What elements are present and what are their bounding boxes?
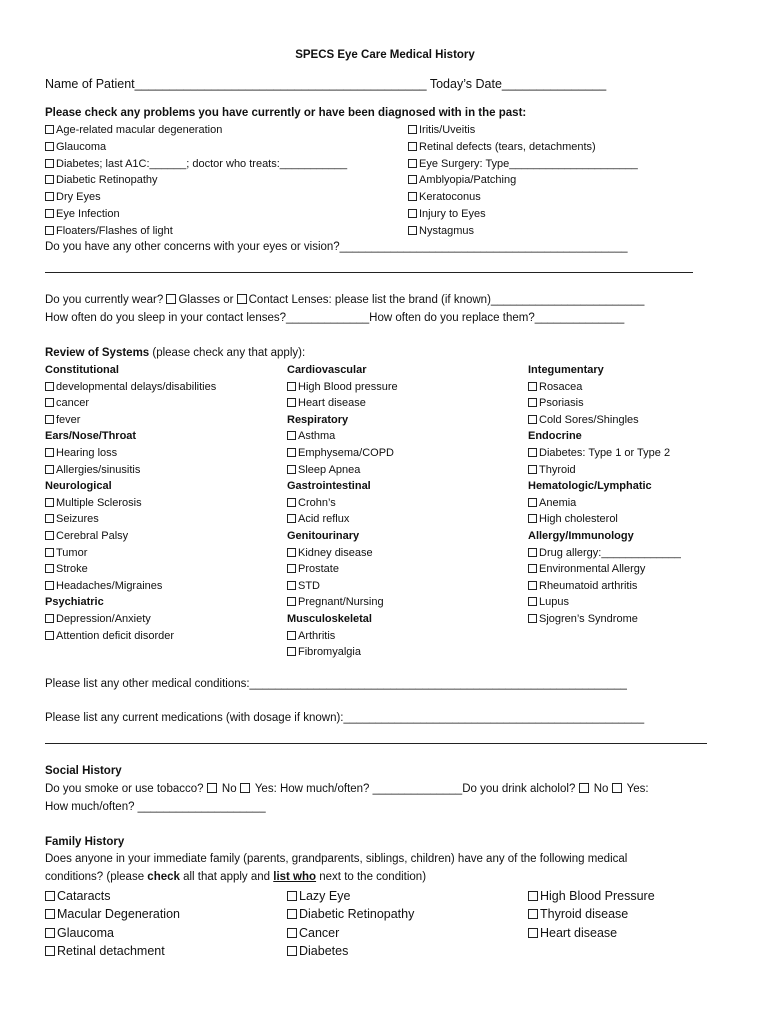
family-label: Retinal detachment [57,943,165,958]
checkbox[interactable] [287,891,297,901]
ros-heading-neurological: Neurological [45,480,112,493]
problem-label: Amblyopia/Patching [419,174,517,187]
family-item-lazy-eye[interactable] [287,889,350,903]
ros-item-environmental-allergy[interactable] [528,563,645,575]
checkbox[interactable] [408,125,417,134]
family-q2-check: check [147,871,180,883]
ros-label: Rosacea [539,380,583,393]
no-label: No [218,783,240,795]
ros-heading-hematologic-lymphatic: Hematologic/Lymphatic [528,480,652,493]
checkbox[interactable] [287,909,297,919]
form-title: SPECS Eye Care Medical History [295,49,475,61]
alcohol-how-much-field[interactable]: How much/often? ____________________ [45,801,266,813]
checkbox[interactable] [45,142,54,151]
checkbox[interactable] [287,564,296,573]
checkbox[interactable] [45,928,55,938]
checkbox[interactable] [45,946,55,956]
ros-item-std[interactable] [287,580,320,592]
problem-label: Injury to Eyes [419,208,486,220]
ros-label: Tumor [56,546,88,559]
ros-label: Attention deficit disorder [56,629,175,642]
ros-item-arthritis[interactable] [287,630,335,642]
family-item-retinal-detachment[interactable] [45,944,165,958]
family-label: Cancer [299,925,340,940]
checkbox[interactable] [45,226,54,235]
problem-label: Diabetes; last A1C:______; doctor who treats:___________ [56,157,348,170]
problem-label: Nystagmus [419,224,475,237]
family-item-diabetes[interactable] [287,944,348,958]
checkbox[interactable] [45,125,54,134]
checkbox[interactable] [408,142,417,151]
checkbox[interactable] [528,448,537,457]
ros-item-hearing-loss[interactable] [45,447,117,459]
problem-item-diabetic-retinopathy[interactable] [45,174,158,186]
checkbox[interactable] [528,581,537,590]
checkbox[interactable] [528,928,538,938]
checkbox[interactable] [408,175,417,184]
ros-label: Asthma [298,430,336,443]
checkbox[interactable] [528,382,537,391]
family-label: Diabetes [299,943,349,958]
contact-sleep-field[interactable]: How often do you sleep in your contact lenses?_____________How often do you replace them?______________ [45,312,625,324]
ros-label: Emphysema/COPD [298,447,394,459]
checkbox[interactable] [287,597,296,606]
ros-item-headaches-migraines[interactable] [45,580,162,592]
checkbox[interactable] [287,647,296,656]
ros-item-crohn-s[interactable] [287,497,336,509]
tobacco-label: Do you smoke or use tobacco? [45,783,207,795]
contacts-label[interactable]: Contact Lenses: please list the brand (if known)________________________ [248,294,645,306]
ros-label: Multiple Sclerosis [56,496,142,509]
ros-item-depression-anxiety[interactable] [45,613,151,625]
checkbox[interactable] [528,597,537,606]
family-item-cataracts[interactable] [45,889,111,903]
wear-question-label: Do you currently wear? [45,294,167,306]
ros-label: Cold Sores/Shingles [539,413,639,426]
checkbox[interactable] [528,465,537,474]
ros-heading-psychiatric: Psychiatric [45,596,104,609]
ros-label: Kidney disease [298,546,373,559]
checkbox[interactable] [287,448,296,457]
checkbox[interactable] [528,498,537,507]
family-q2-c: next to the condition) [316,871,427,883]
checkbox[interactable] [45,514,54,523]
ros-heading-cardiovascular: Cardiovascular [287,364,367,376]
ros-item-kidney-disease[interactable] [287,547,373,559]
patient-name-field[interactable]: Name of Patient__________________________________________ Today’s Date_______________ [45,77,607,91]
checkbox[interactable] [45,631,54,640]
problem-label: Iritis/Uveitis [419,124,476,136]
alcohol-yes-checkbox[interactable] [612,783,622,793]
problem-item-diabetes-last-a1c-doctor-who-treats[interactable] [45,158,347,170]
ros-item-psoriasis[interactable] [528,397,584,409]
family-item-high-blood-pressure[interactable] [528,889,655,903]
ros-label: fever [56,413,81,426]
ros-heading-respiratory: Respiratory [287,413,349,426]
checkbox[interactable] [45,159,54,168]
social-heading: Social History [45,765,122,777]
ros-label: Fibromyalgia [298,646,361,659]
ros-item-prostate[interactable] [287,563,339,575]
family-item-diabetic-retinopathy[interactable] [287,907,414,921]
family-label: High Blood Pressure [540,889,655,903]
checkbox[interactable] [45,581,54,590]
ros-item-pregnant-nursing[interactable] [287,596,384,608]
ros-note: (please check any that apply): [149,347,306,359]
ros-heading: Review of Systems [45,347,150,359]
checkbox[interactable] [45,548,54,557]
problem-item-retinal-defects-tears-detachments[interactable] [408,141,596,153]
checkbox[interactable] [45,891,55,901]
ros-label: Heart disease [298,397,366,410]
ros-item-high-blood-pressure[interactable] [287,381,398,393]
ros-label: Acid reflux [298,513,350,526]
checkbox[interactable] [45,209,54,218]
ros-label: developmental delays/disabilities [56,380,217,393]
family-question-2 [45,871,426,883]
checkbox[interactable] [287,548,296,557]
ros-title [45,347,305,359]
family-item-thyroid-disease[interactable] [528,907,628,921]
problem-label: Age-related macular degeneration [56,124,223,136]
problem-item-eye-infection[interactable] [45,208,120,220]
checkbox[interactable] [45,382,54,391]
family-item-cancer[interactable] [287,926,339,940]
checkbox[interactable] [45,415,54,424]
problem-label: Floaters/Flashes of light [56,224,173,237]
checkbox[interactable] [45,909,55,919]
family-label: Diabetic Retinopathy [299,907,415,922]
checkbox[interactable] [287,581,296,590]
family-item-heart-disease[interactable] [528,926,617,940]
ros-label: Allergies/sinusitis [56,463,141,476]
problem-item-floaters-flashes-of-light[interactable] [45,225,173,237]
problem-item-nystagmus[interactable] [408,225,474,237]
ros-label: cancer [56,397,90,410]
ros-heading-gastrointestinal: Gastrointestinal [287,480,371,493]
problem-label: Keratoconus [419,191,481,204]
problem-label: Glaucoma [56,140,107,153]
problem-item-age-related-macular-degeneration[interactable] [45,124,222,136]
ros-item-emphysema-copd[interactable] [287,447,394,459]
family-label: Cataracts [57,889,111,903]
ros-item-fibromyalgia[interactable] [287,646,361,658]
ros-label: Prostate [298,563,339,576]
ros-item-sjogren-s-syndrome[interactable] [528,613,638,625]
checkbox[interactable] [528,398,537,407]
ros-label: Psoriasis [539,397,584,410]
ros-item-acid-reflux[interactable] [287,513,349,525]
ros-item-developmental-delays-disabilities[interactable] [45,381,216,393]
family-q2-a: conditions? (please [45,871,148,883]
problem-label: Dry Eyes [56,191,101,204]
alcohol-no-label: No [590,783,612,795]
ros-heading-allergy-immunology: Allergy/Immunology [528,530,634,542]
ros-heading-constitutional: Constitutional [45,364,119,376]
problem-item-dry-eyes[interactable] [45,191,101,203]
checkbox[interactable] [45,175,54,184]
ros-item-diabetes-type-1-or-type-2[interactable] [528,447,670,459]
checkbox[interactable] [287,465,296,474]
checkbox[interactable] [45,465,54,474]
ros-label: High cholesterol [539,513,618,526]
ros-label: Hearing loss [56,447,118,459]
family-heading: Family History [45,836,125,848]
checkbox[interactable] [528,891,538,901]
ros-item-rosacea[interactable] [528,381,582,393]
problems-heading: Please check any problems you have currently or have been diagnosed with in the past: [45,107,527,119]
family-label: Thyroid disease [540,907,629,922]
ros-label: STD [298,579,320,592]
checkbox[interactable] [408,226,417,235]
ros-item-asthma[interactable] [287,430,335,442]
checkbox[interactable] [287,431,296,440]
problem-item-glaucoma[interactable] [45,141,106,153]
ros-item-rheumatoid-arthritis[interactable] [528,580,637,592]
ros-heading-genitourinary: Genitourinary [287,530,360,542]
family-label: Heart disease [540,925,618,940]
ros-label: Crohn’s [298,496,336,509]
ros-item-cold-sores-shingles[interactable] [528,414,639,426]
checkbox[interactable] [287,514,296,523]
tobacco-yes-checkbox[interactable] [240,783,250,793]
checkbox[interactable] [528,909,538,919]
ros-label: Cerebral Palsy [56,530,129,542]
ros-item-allergies-sinusitis[interactable] [45,464,140,476]
checkbox[interactable] [287,498,296,507]
family-label: Glaucoma [57,925,114,940]
checkbox[interactable] [528,415,537,424]
checkbox[interactable] [45,614,54,623]
problem-item-injury-to-eyes[interactable] [408,208,486,220]
ros-heading-endocrine: Endocrine [528,430,582,443]
checkbox[interactable] [528,514,537,523]
ros-item-lupus[interactable] [528,596,569,608]
checkbox[interactable] [287,928,297,938]
ros-label: Diabetes: Type 1 or Type 2 [539,447,671,459]
ros-item-tumor[interactable] [45,547,87,559]
family-item-macular-degeneration[interactable] [45,907,180,921]
family-item-glaucoma[interactable] [45,926,114,940]
checkbox[interactable] [45,192,54,201]
ros-label: Depression/Anxiety [56,613,151,625]
ros-item-fever[interactable] [45,414,80,426]
tobacco-question [45,783,649,795]
ros-item-cerebral-palsy[interactable] [45,530,128,542]
ros-item-sleep-apnea[interactable] [287,464,360,476]
ros-item-thyroid[interactable] [528,464,576,476]
ros-heading-musculoskeletal: Musculoskeletal [287,613,372,625]
other-concerns-line[interactable] [45,272,693,273]
problem-item-eye-surgery-type[interactable] [408,158,638,170]
alcohol-no-checkbox[interactable] [579,783,589,793]
checkbox[interactable] [408,159,417,168]
ros-label: Seizures [56,513,99,526]
ros-item-heart-disease[interactable] [287,397,366,409]
checkbox[interactable] [287,946,297,956]
ros-label: Stroke [56,563,88,576]
ros-item-high-cholesterol[interactable] [528,513,618,525]
ros-label: Anemia [539,496,577,509]
ros-item-multiple-sclerosis[interactable] [45,497,142,509]
ros-label: Headaches/Migraines [56,579,163,592]
ros-label: Sleep Apnea [298,463,361,476]
family-q2-list-who: list who [273,871,317,883]
alcohol-yes-label: Yes: [623,783,649,795]
family-q2-b: all that apply and [179,871,274,883]
problem-item-amblyopia-patching[interactable] [408,174,516,186]
ros-item-cancer[interactable] [45,397,89,409]
tobacco-yes-how-label[interactable]: Yes: How much/often? ______________Do you drink alcholol? [251,783,579,795]
checkbox[interactable] [408,209,417,218]
ros-label: Thyroid [539,463,576,476]
problem-label: Diabetic Retinopathy [56,174,158,187]
checkbox[interactable] [528,564,537,573]
problem-item-iritis-uveitis[interactable] [408,124,475,136]
problem-label: Retinal defects (tears, detachments) [419,140,596,153]
ros-item-stroke[interactable] [45,563,88,575]
other-conditions-field[interactable]: Please list any other medical conditions:___________________________________________________________ [45,678,627,690]
ros-heading-ears-nose-throat: Ears/Nose/Throat [45,430,137,443]
family-label: Macular Degeneration [57,907,180,922]
checkbox[interactable] [528,548,537,557]
checkbox[interactable] [287,382,296,391]
ros-label: High Blood pressure [298,380,398,393]
checkbox[interactable] [45,564,54,573]
glasses-checkbox[interactable] [166,294,176,304]
ros-item-drug-allergy[interactable] [528,547,681,559]
ros-label: Pregnant/Nursing [298,596,384,609]
problem-item-keratoconus[interactable] [408,191,481,203]
medications-field[interactable]: Please list any current medications (with dosage if known):_______________________________________________ [45,712,645,724]
checkbox[interactable] [408,192,417,201]
ros-label: Environmental Allergy [539,563,646,576]
problem-label: Eye Infection [56,208,120,220]
checkbox[interactable] [45,398,54,407]
ros-label: Drug allergy:_____________ [539,546,681,559]
wear-question [45,294,644,306]
family-question-1: Does anyone in your immediate family (parents, grandparents, siblings, children) have any of the following medical [45,853,628,865]
ros-item-attention-deficit-disorder[interactable] [45,630,174,642]
ros-label: Lupus [539,596,569,609]
ros-heading-integumentary: Integumentary [528,364,604,376]
checkbox[interactable] [45,498,54,507]
ros-item-seizures[interactable] [45,513,99,525]
checkbox[interactable] [528,614,537,623]
ros-label: Sjogren’s Syndrome [539,613,638,625]
other-concerns-field[interactable]: Do you have any other concerns with your eyes or vision?_____________________________________________ [45,241,628,253]
ros-label: Arthritis [298,629,336,642]
checkbox[interactable] [287,398,296,407]
contacts-checkbox[interactable] [237,294,247,304]
family-label: Lazy Eye [299,889,351,903]
ros-label: Rheumatoid arthritis [539,579,638,592]
checkbox[interactable] [45,531,54,540]
ros-item-anemia[interactable] [528,497,576,509]
glasses-label: Glasses or [178,294,237,306]
checkbox[interactable] [45,448,54,457]
checkbox[interactable] [287,631,296,640]
medications-line[interactable] [45,743,707,744]
tobacco-no-checkbox[interactable] [207,783,217,793]
problem-label: Eye Surgery: Type_____________________ [419,157,638,170]
